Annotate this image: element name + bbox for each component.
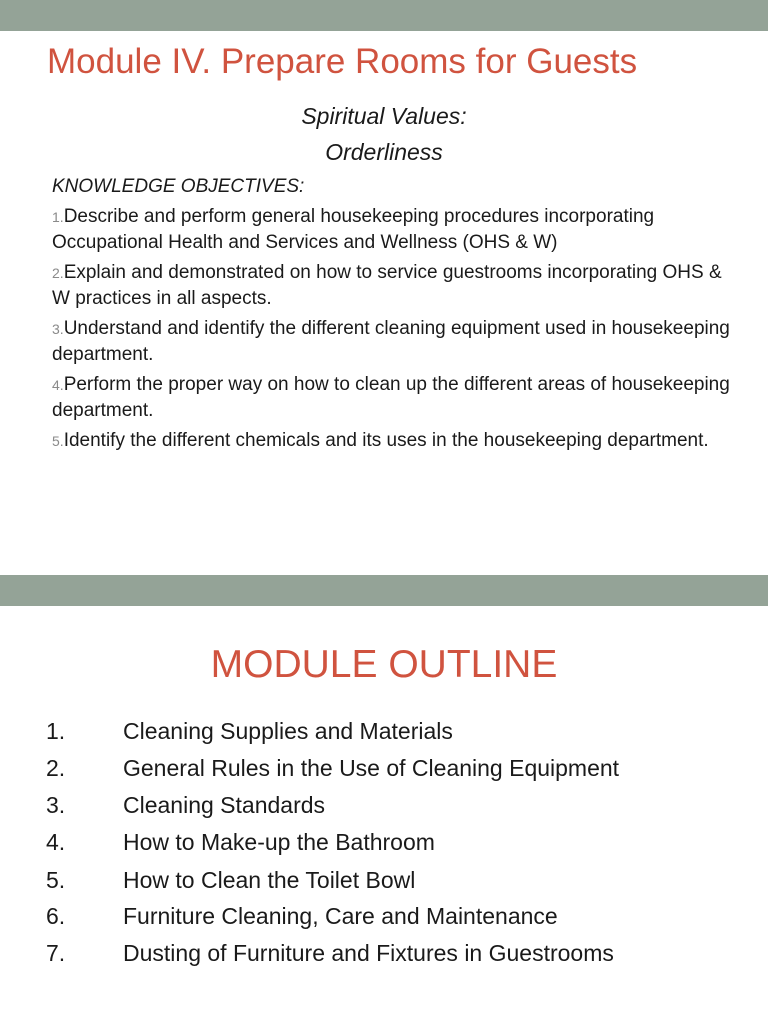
slide-title: MODULE OUTLINE [210,643,558,686]
slide-module-outline [0,575,768,1024]
objective-item [52,372,732,424]
outline-number: 2. [46,755,66,781]
outline-item [0,755,768,789]
outline-item [0,829,768,863]
objective-text: Describe and perform general housekeeping procedures incorporating Occupational Health and Services and Wellness (OHS & W) [52,206,655,253]
outline-text: Dusting of Furniture and Fixtures in Guestrooms [123,940,614,966]
objective-number: 5. [52,433,64,449]
outline-text: Cleaning Standards [123,792,326,818]
spiritual-value: Orderliness [325,139,443,165]
slide-title: Module IV. Prepare Rooms for Guests [47,42,638,81]
objective-item [52,204,732,256]
outline-item [0,792,768,826]
objective-item [52,316,732,368]
objective-number: 2. [52,265,64,281]
outline-number: 4. [46,829,66,855]
outline-item [0,903,768,937]
spiritual-values-label: Spiritual Values: [301,103,467,129]
outline-item [0,940,768,974]
outline-text: How to Clean the Toilet Bowl [123,867,416,893]
outline-number: 7. [46,940,66,966]
objective-text: Identify the different chemicals and its uses in the housekeeping department. [63,430,709,451]
outline-number: 3. [46,792,66,818]
objectives-heading: KNOWLEDGE OBJECTIVES: [52,176,305,197]
objectives-list [52,204,732,458]
objective-item [52,428,732,454]
objective-number: 3. [52,321,64,337]
outline-text: How to Make-up the Bathroom [123,829,435,855]
objective-number: 4. [52,377,64,393]
outline-number: 6. [46,903,66,929]
objective-item [52,260,732,312]
objective-text: Perform the proper way on how to clean up the different areas of housekeeping department. [52,374,730,421]
outline-item [0,867,768,901]
outline-text: General Rules in the Use of Cleaning Equipment [123,755,620,781]
outline-text: Cleaning Supplies and Materials [123,718,453,744]
objective-text: Explain and demonstrated on how to service guestrooms incorporating OHS & W practices in all aspects. [52,262,722,309]
outline-number: 5. [46,867,66,893]
slide-header-bar [0,0,768,31]
outline-number: 1. [46,718,66,744]
objective-text: Understand and identify the different cleaning equipment used in housekeeping department. [52,318,730,365]
objective-number: 1. [52,209,64,225]
slide-header-bar [0,575,768,606]
outline-item [0,718,768,752]
outline-text: Furniture Cleaning, Care and Maintenance [123,903,558,929]
